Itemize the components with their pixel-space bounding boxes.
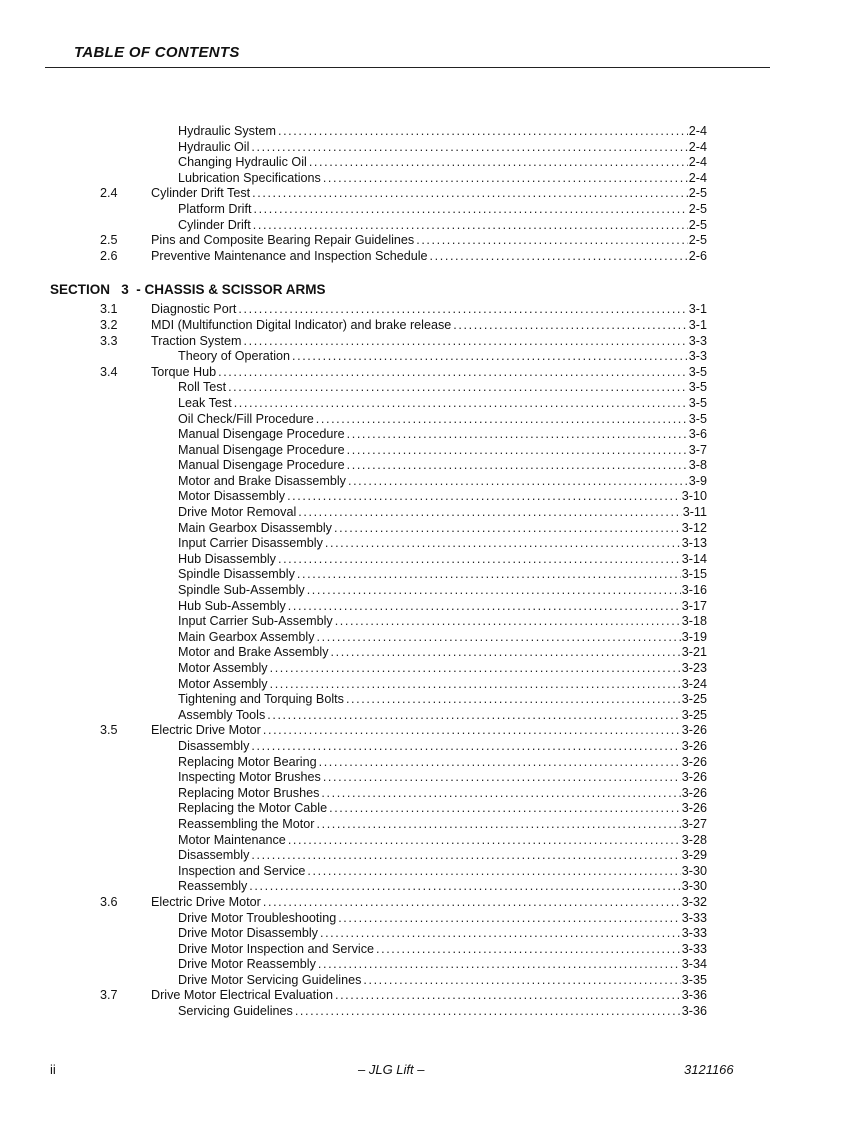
toc-subentry[interactable] bbox=[178, 864, 707, 880]
toc-row bbox=[0, 186, 866, 202]
toc-row bbox=[0, 334, 866, 350]
toc-entry-label: Cylinder Drift bbox=[178, 217, 251, 232]
toc-entry-label: Motor and Brake Disassembly bbox=[178, 473, 346, 488]
dot-leader bbox=[278, 124, 688, 140]
toc-entry-label: Hydraulic System bbox=[178, 124, 276, 138]
toc-subentry[interactable] bbox=[178, 521, 707, 537]
toc-section-number: 3.2 bbox=[100, 317, 118, 332]
toc-row bbox=[0, 755, 866, 771]
toc-page-number: 3-5 bbox=[688, 395, 707, 410]
dot-leader bbox=[430, 249, 688, 265]
toc-section-number: 3.1 bbox=[100, 302, 118, 317]
toc-subentry[interactable] bbox=[178, 349, 707, 365]
dot-leader bbox=[363, 973, 680, 989]
toc-entry-label: Drive Motor Inspection and Service bbox=[178, 941, 374, 956]
toc-row bbox=[0, 218, 866, 234]
toc-entry-label: Replacing the Motor Cable bbox=[178, 801, 328, 816]
dot-leader bbox=[307, 583, 681, 599]
toc-section-number: 3.7 bbox=[100, 988, 118, 1003]
toc-entry-label: Drive Motor Troubleshooting bbox=[178, 910, 337, 925]
toc-page-number: 3-26 bbox=[681, 754, 707, 769]
toc-page-number: 3-30 bbox=[681, 879, 707, 894]
toc-entry-label: Drive Motor Reassembly bbox=[178, 957, 316, 972]
toc-row bbox=[0, 412, 866, 428]
header-divider bbox=[45, 67, 770, 68]
dot-leader bbox=[263, 895, 681, 911]
dot-leader bbox=[251, 848, 680, 864]
dot-leader bbox=[297, 567, 681, 583]
toc-page-number: 3-33 bbox=[681, 941, 707, 956]
toc-page-number: 3-34 bbox=[681, 957, 707, 972]
toc-page-number: 3-33 bbox=[681, 910, 707, 925]
toc-page-number: 3-36 bbox=[681, 988, 707, 1003]
toc-entry-label: Diagnostic Port bbox=[151, 302, 237, 317]
toc-entry-label: Tightening and Torquing Bolts bbox=[178, 692, 344, 707]
toc-subentry[interactable] bbox=[178, 505, 707, 521]
dot-leader bbox=[346, 692, 681, 708]
toc-entry-label: Theory of Operation bbox=[178, 349, 291, 364]
dot-leader bbox=[453, 318, 688, 334]
toc-entry-label: Drive Motor Removal bbox=[178, 505, 297, 520]
toc-subentry[interactable] bbox=[178, 218, 707, 234]
dot-leader bbox=[347, 443, 688, 459]
toc-entry-label: Spindle Disassembly bbox=[178, 567, 295, 582]
dot-leader bbox=[317, 630, 681, 646]
toc-section-number: 3.3 bbox=[100, 333, 118, 348]
toc-page-number: 3-26 bbox=[681, 738, 707, 753]
toc-page-number: 3-25 bbox=[681, 707, 707, 722]
toc-row bbox=[0, 521, 866, 537]
dot-leader bbox=[323, 770, 681, 786]
toc-entry-label: Electric Drive Motor bbox=[151, 894, 261, 909]
toc-entry-label: Platform Drift bbox=[178, 201, 252, 216]
toc-row bbox=[0, 895, 866, 911]
toc-row bbox=[0, 957, 866, 973]
toc-page-number: 3-33 bbox=[681, 926, 707, 941]
toc-entry-label: Inspection and Service bbox=[178, 863, 306, 878]
toc-row bbox=[0, 630, 866, 646]
toc-entry-label: Motor Disassembly bbox=[178, 489, 286, 504]
toc-page-number: 3-13 bbox=[681, 536, 707, 551]
toc-page-number: 3-8 bbox=[688, 458, 707, 473]
toc-subentry[interactable] bbox=[178, 786, 707, 802]
toc-entry[interactable] bbox=[151, 895, 707, 911]
toc-entry-label: Reassembly bbox=[178, 879, 248, 894]
dot-leader bbox=[416, 233, 688, 249]
dot-leader bbox=[295, 1004, 681, 1020]
dot-leader bbox=[270, 677, 681, 693]
toc-subentry[interactable] bbox=[178, 380, 707, 396]
dot-leader bbox=[347, 427, 688, 443]
dot-leader bbox=[319, 755, 681, 771]
toc-row bbox=[0, 552, 866, 568]
toc-row bbox=[0, 365, 866, 381]
toc-page-number: 3-9 bbox=[688, 473, 707, 488]
toc-entry-label: Servicing Guidelines bbox=[178, 1004, 293, 1019]
toc-row bbox=[0, 661, 866, 677]
section-heading bbox=[0, 280, 866, 300]
toc-subentry[interactable] bbox=[178, 926, 707, 942]
toc-page-number: 3-21 bbox=[681, 645, 707, 660]
section-heading-label: SECTION 3 - CHASSIS & SCISSOR ARMS bbox=[50, 282, 326, 298]
dot-leader bbox=[252, 186, 688, 202]
toc-page-number: 3-25 bbox=[681, 692, 707, 707]
toc-subentry[interactable] bbox=[178, 124, 707, 140]
dot-leader bbox=[263, 723, 681, 739]
toc-row bbox=[0, 614, 866, 630]
toc-subentry[interactable] bbox=[178, 171, 707, 187]
toc-page-number: 2-5 bbox=[688, 233, 707, 248]
toc-page-number: 3-26 bbox=[681, 770, 707, 785]
toc-entry-label: Hub Sub-Assembly bbox=[178, 598, 286, 613]
toc-row bbox=[0, 202, 866, 218]
toc-entry-label: Lubrication Specifications bbox=[178, 170, 321, 185]
dot-leader bbox=[251, 739, 680, 755]
page-number: ii bbox=[50, 1062, 56, 1077]
dot-leader bbox=[267, 708, 681, 724]
dot-leader bbox=[292, 349, 688, 365]
toc-row bbox=[0, 677, 866, 693]
toc-entry-label: Inspecting Motor Brushes bbox=[178, 770, 321, 785]
toc-row bbox=[0, 988, 866, 1004]
toc-entry[interactable] bbox=[151, 249, 707, 265]
toc-page-number: 3-36 bbox=[681, 1004, 707, 1019]
toc-entry-label: Roll Test bbox=[178, 380, 227, 395]
toc-page-number: 3-12 bbox=[681, 520, 707, 535]
dot-leader bbox=[287, 489, 681, 505]
toc-row bbox=[0, 489, 866, 505]
toc-page-number: 2-4 bbox=[688, 170, 707, 185]
toc-entry-label: Disassembly bbox=[178, 738, 250, 753]
toc-subentry[interactable] bbox=[178, 614, 707, 630]
dot-leader bbox=[253, 202, 687, 218]
toc-row bbox=[0, 171, 866, 187]
toc-row bbox=[0, 599, 866, 615]
dot-leader bbox=[238, 302, 687, 318]
dot-leader bbox=[316, 412, 688, 428]
dot-leader bbox=[218, 365, 688, 381]
toc-entry-label: Motor and Brake Assembly bbox=[178, 645, 329, 660]
toc-entry-label: Torque Hub bbox=[151, 364, 217, 379]
toc-page-number: 3-28 bbox=[681, 832, 707, 847]
dot-leader bbox=[376, 942, 681, 958]
toc-entry[interactable] bbox=[151, 365, 707, 381]
document-number: 3121166 bbox=[684, 1062, 734, 1077]
toc-subentry[interactable] bbox=[178, 443, 707, 459]
toc-section-number: 2.4 bbox=[100, 186, 118, 201]
toc-entry-label: Replacing Motor Brushes bbox=[178, 785, 320, 800]
toc-subentry[interactable] bbox=[178, 817, 707, 833]
toc-entry-label: Cylinder Drift Test bbox=[151, 186, 251, 201]
toc-subentry[interactable] bbox=[178, 427, 707, 443]
toc-row bbox=[0, 396, 866, 412]
toc-subentry[interactable] bbox=[178, 973, 707, 989]
toc-page-number: 2-5 bbox=[688, 186, 707, 201]
toc-entry-label: Hub Disassembly bbox=[178, 551, 276, 566]
toc-entry-label: Pins and Composite Bearing Repair Guidelines bbox=[151, 233, 415, 248]
toc-entry-label: Preventive Maintenance and Inspection Schedule bbox=[151, 248, 428, 263]
dot-leader bbox=[249, 879, 680, 895]
toc-page-number: 3-1 bbox=[688, 302, 707, 317]
toc-row bbox=[0, 817, 866, 833]
toc-page-number: 3-10 bbox=[681, 489, 707, 504]
toc-subentry[interactable] bbox=[178, 942, 707, 958]
toc-subentry[interactable] bbox=[178, 661, 707, 677]
dot-leader bbox=[321, 786, 680, 802]
dot-leader bbox=[278, 552, 681, 568]
dot-leader bbox=[335, 988, 681, 1004]
dot-leader bbox=[251, 140, 687, 156]
toc-page-number: 3-24 bbox=[681, 676, 707, 691]
toc-subentry[interactable] bbox=[178, 770, 707, 786]
toc-entry-label: Drive Motor Servicing Guidelines bbox=[178, 972, 362, 987]
dot-leader bbox=[317, 817, 681, 833]
toc-page-number: 3-3 bbox=[688, 349, 707, 364]
toc-subentry[interactable] bbox=[178, 739, 707, 755]
toc-page-number: 2-4 bbox=[688, 139, 707, 154]
toc-entry[interactable] bbox=[151, 723, 707, 739]
toc-entry-label: Disassembly bbox=[178, 848, 250, 863]
dot-leader bbox=[298, 505, 681, 521]
toc-subentry[interactable] bbox=[178, 536, 707, 552]
toc-subentry[interactable] bbox=[178, 957, 707, 973]
toc-page-number: 2-4 bbox=[688, 124, 707, 138]
toc-entry-label: Replacing Motor Bearing bbox=[178, 754, 317, 769]
toc-subentry[interactable] bbox=[178, 474, 707, 490]
toc-subentry[interactable] bbox=[178, 567, 707, 583]
toc-page-number: 3-14 bbox=[681, 551, 707, 566]
toc-row bbox=[0, 739, 866, 755]
toc-page-number: 3-26 bbox=[681, 723, 707, 738]
dot-leader bbox=[348, 474, 688, 490]
toc-row bbox=[0, 536, 866, 552]
toc-row bbox=[0, 318, 866, 334]
dot-leader bbox=[244, 334, 688, 350]
toc-page-number: 3-30 bbox=[681, 863, 707, 878]
dot-leader bbox=[270, 661, 681, 677]
toc-section-number: 3.6 bbox=[100, 894, 118, 909]
dot-leader bbox=[338, 911, 681, 927]
toc-entry-label: Traction System bbox=[151, 333, 242, 348]
dot-leader bbox=[325, 536, 681, 552]
dot-leader bbox=[228, 380, 688, 396]
toc-row bbox=[0, 942, 866, 958]
toc-row bbox=[0, 233, 866, 249]
toc-entry-label: Input Carrier Sub-Assembly bbox=[178, 614, 333, 629]
toc-subentry[interactable] bbox=[178, 879, 707, 895]
toc-page-number: 2-5 bbox=[688, 217, 707, 232]
toc-entry-label: Input Carrier Disassembly bbox=[178, 536, 323, 551]
toc-page-number: 3-3 bbox=[688, 333, 707, 348]
toc-row bbox=[0, 349, 866, 365]
toc-row bbox=[0, 645, 866, 661]
toc-subentry[interactable] bbox=[178, 755, 707, 771]
dot-leader bbox=[329, 801, 681, 817]
toc-entry-label: MDI (Multifunction Digital Indicator) and brake release bbox=[151, 317, 452, 332]
toc-row bbox=[0, 505, 866, 521]
toc-entry[interactable] bbox=[151, 988, 707, 1004]
toc-row bbox=[0, 973, 866, 989]
toc-entry[interactable] bbox=[151, 233, 707, 249]
toc-row bbox=[0, 708, 866, 724]
toc-row bbox=[0, 801, 866, 817]
toc-row bbox=[0, 249, 866, 265]
page-title: TABLE OF CONTENTS bbox=[74, 44, 240, 61]
toc-entry-label: Drive Motor Disassembly bbox=[178, 926, 318, 941]
dot-leader bbox=[334, 521, 681, 537]
toc-subentry[interactable] bbox=[178, 489, 707, 505]
toc-subentry[interactable] bbox=[178, 848, 707, 864]
toc-section-number: 3.4 bbox=[100, 364, 118, 379]
footer-brand: – JLG Lift – bbox=[358, 1062, 425, 1077]
toc-entry-label: Hydraulic Oil bbox=[178, 139, 250, 154]
toc-page-number: 2-5 bbox=[688, 201, 707, 216]
toc-subentry[interactable] bbox=[178, 911, 707, 927]
toc-row bbox=[0, 864, 866, 880]
dot-leader bbox=[309, 155, 688, 171]
dot-leader bbox=[307, 864, 680, 880]
table-of-contents bbox=[0, 124, 866, 1020]
toc-page-number: 3-29 bbox=[681, 848, 707, 863]
dot-leader bbox=[323, 171, 688, 187]
toc-row bbox=[0, 786, 866, 802]
toc-page-number: 3-1 bbox=[688, 317, 707, 332]
toc-entry-label: Motor Assembly bbox=[178, 661, 268, 675]
toc-row bbox=[0, 443, 866, 459]
toc-subentry[interactable] bbox=[178, 801, 707, 817]
toc-row bbox=[0, 155, 866, 171]
toc-entry-label: Motor Maintenance bbox=[178, 832, 286, 847]
toc-page-number: 3-35 bbox=[681, 972, 707, 987]
toc-page-number: 3-32 bbox=[681, 894, 707, 909]
toc-page-number: 2-4 bbox=[688, 155, 707, 170]
toc-row bbox=[0, 458, 866, 474]
toc-entry-label: Changing Hydraulic Oil bbox=[178, 155, 307, 170]
dot-leader bbox=[234, 396, 688, 412]
toc-page-number: 3-19 bbox=[681, 629, 707, 644]
dot-leader bbox=[331, 645, 681, 661]
toc-row bbox=[0, 124, 866, 140]
toc-page-number: 3-16 bbox=[681, 583, 707, 598]
toc-page-number: 3-17 bbox=[681, 598, 707, 613]
toc-page-number: 2-6 bbox=[688, 248, 707, 263]
toc-page-number: 3-26 bbox=[681, 785, 707, 800]
toc-entry-label: Spindle Sub-Assembly bbox=[178, 583, 305, 598]
toc-page-number: 3-11 bbox=[682, 505, 707, 520]
toc-row bbox=[0, 583, 866, 599]
toc-subentry[interactable] bbox=[178, 140, 707, 156]
toc-row bbox=[0, 723, 866, 739]
toc-entry[interactable] bbox=[151, 186, 707, 202]
toc-entry-label: Electric Drive Motor bbox=[151, 723, 261, 738]
toc-page-number: 3-6 bbox=[688, 427, 707, 442]
toc-row bbox=[0, 1004, 866, 1020]
toc-subentry[interactable] bbox=[178, 396, 707, 412]
toc-entry-label: Assembly Tools bbox=[178, 707, 266, 722]
dot-leader bbox=[320, 926, 681, 942]
dot-leader bbox=[335, 614, 681, 630]
toc-section-number: 2.6 bbox=[100, 248, 118, 263]
toc-subentry[interactable] bbox=[178, 645, 707, 661]
dot-leader bbox=[318, 957, 681, 973]
toc-entry-label: Manual Disengage Procedure bbox=[178, 458, 345, 473]
toc-page-number: 3-15 bbox=[681, 567, 707, 582]
toc-entry-label: Main Gearbox Assembly bbox=[178, 629, 315, 644]
toc-subentry[interactable] bbox=[178, 202, 707, 218]
toc-row bbox=[0, 140, 866, 156]
toc-entry-label: Manual Disengage Procedure bbox=[178, 427, 345, 442]
toc-subentry[interactable] bbox=[178, 458, 707, 474]
toc-entry-label: Main Gearbox Disassembly bbox=[178, 520, 332, 535]
toc-subentry[interactable] bbox=[178, 708, 707, 724]
toc-subentry[interactable] bbox=[178, 552, 707, 568]
toc-page-number: 3-5 bbox=[688, 364, 707, 379]
toc-entry-label: Leak Test bbox=[178, 395, 232, 410]
toc-row bbox=[0, 911, 866, 927]
toc-entry-label: Reassembling the Motor bbox=[178, 816, 315, 831]
toc-subentry[interactable] bbox=[178, 583, 707, 599]
dot-leader bbox=[347, 458, 688, 474]
toc-page-number: 3-7 bbox=[688, 442, 707, 457]
toc-page-number: 3-18 bbox=[681, 614, 707, 629]
toc-entry-label: Manual Disengage Procedure bbox=[178, 442, 345, 457]
toc-entry[interactable] bbox=[151, 334, 707, 350]
toc-page-number: 3-23 bbox=[681, 661, 707, 675]
toc-section-number: 3.5 bbox=[100, 723, 118, 738]
toc-section-number: 2.5 bbox=[100, 233, 118, 248]
toc-row bbox=[0, 302, 866, 318]
toc-entry[interactable] bbox=[151, 318, 707, 334]
toc-row bbox=[0, 427, 866, 443]
toc-entry-label: Motor Assembly bbox=[178, 676, 268, 691]
toc-subentry[interactable] bbox=[178, 692, 707, 708]
toc-subentry[interactable] bbox=[178, 630, 707, 646]
dot-leader bbox=[288, 833, 681, 849]
toc-row bbox=[0, 770, 866, 786]
toc-row bbox=[0, 380, 866, 396]
toc-row bbox=[0, 926, 866, 942]
toc-row bbox=[0, 833, 866, 849]
dot-leader bbox=[253, 218, 688, 234]
toc-subentry[interactable] bbox=[178, 599, 707, 615]
toc-row bbox=[0, 848, 866, 864]
toc-subentry[interactable] bbox=[178, 833, 707, 849]
toc-entry-label: Oil Check/Fill Procedure bbox=[178, 411, 314, 426]
toc-subentry[interactable] bbox=[178, 155, 707, 171]
toc-row bbox=[0, 474, 866, 490]
toc-page-number: 3-5 bbox=[688, 380, 707, 395]
toc-page-number: 3-27 bbox=[681, 816, 707, 831]
toc-subentry[interactable] bbox=[178, 677, 707, 693]
toc-entry[interactable] bbox=[151, 302, 707, 318]
toc-subentry[interactable] bbox=[178, 412, 707, 428]
toc-subentry[interactable] bbox=[178, 1004, 707, 1020]
toc-page-number: 3-26 bbox=[681, 801, 707, 816]
toc-entry-label: Drive Motor Electrical Evaluation bbox=[151, 988, 333, 1003]
toc-page-number: 3-5 bbox=[688, 411, 707, 426]
dot-leader bbox=[288, 599, 681, 615]
toc-row bbox=[0, 567, 866, 583]
toc-row bbox=[0, 692, 866, 708]
toc-row bbox=[0, 879, 866, 895]
